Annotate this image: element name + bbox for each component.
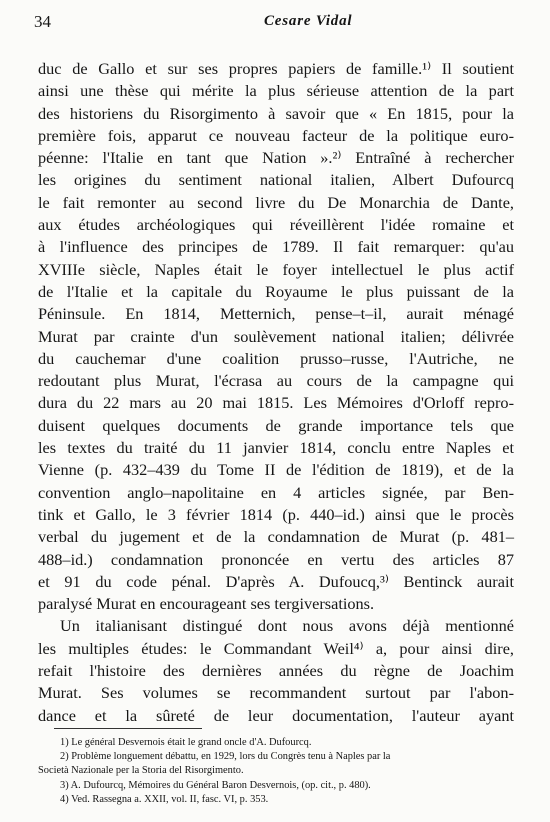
text-line: duisent quelques documents de grande importance tels que bbox=[38, 415, 514, 435]
text-line: paralysé Murat en encourageant ses tergiversations. bbox=[38, 594, 375, 614]
footnote: 1) Le général Desvernois était le grand oncle d'A. Dufourcq. bbox=[60, 737, 312, 748]
page-number: 34 bbox=[34, 12, 51, 31]
text-line: Murat. Ses volumes se recommandent surtout par l'abon- bbox=[38, 683, 514, 703]
text-line: Vienne (p. 432–439 du Tome II de l'édition de 1819), et de la bbox=[38, 460, 514, 480]
text-line: redoutant plus Murat, l'écrasa au cours de la campagne qui bbox=[38, 371, 514, 391]
text-line: les multiples études: le Commandant Weil⁴⁾ a, pour ainsi dire, bbox=[38, 638, 514, 658]
body-text bbox=[38, 58, 514, 727]
footnote-continuation: Società Nazionale per la Storia del Risorgimento. bbox=[38, 765, 244, 777]
text-line: dura du 22 mars au 20 mai 1815. Les Mémoires d'Orloff repro- bbox=[38, 393, 514, 413]
text-line: péenne: l'Italie en tant que Nation ».²⁾ Entraîné à rechercher bbox=[38, 148, 514, 168]
text-line: à l'influence des principes de 1789. Il fait remarquer: qu'au bbox=[38, 237, 514, 257]
footnote: 3) A. Dufourcq, Mémoires du Général Baron Desvernois, (op. cit., p. 480). bbox=[60, 779, 371, 791]
running-head bbox=[34, 10, 522, 36]
text-line: les origines du sentiment national italien, Albert Dufourcq bbox=[38, 170, 514, 190]
text-line: Un italianisant distingué dont nous avons déjà mentionné bbox=[60, 616, 514, 636]
text-line: tink et Gallo, le 3 février 1814 (p. 440–id.) ainsi que le procès bbox=[38, 504, 514, 524]
text-line: le fait remonter au second livre du De Monarchia de Dante, bbox=[38, 192, 514, 212]
text-line: ainsi une thèse qui mérite la plus sérieuse attention de la part bbox=[38, 81, 514, 101]
text-line: les textes du traité du 11 janvier 1814, conclu entre Naples et bbox=[38, 438, 514, 458]
text-line: aux études archéologiques qui réveillèrent l'idée romaine et bbox=[38, 215, 514, 235]
text-line: convention anglo–napolitaine en 4 articles signée, par Ben- bbox=[38, 482, 514, 502]
text-line: première fois, apparut ce nouveau facteur de la politique euro- bbox=[38, 125, 514, 145]
text-line: Murat par crainte d'un soulèvement national italien; délivrée bbox=[38, 326, 514, 346]
footnote-divider bbox=[54, 728, 202, 729]
text-line: 488–id.) condamnation prononcée en vertu des articles 87 bbox=[38, 549, 514, 569]
text-line: des historiens du Risorgimento à savoir que « En 1815, pour la bbox=[38, 103, 514, 123]
text-line: duc de Gallo et sur ses propres papiers de famille.¹⁾ Il soutient bbox=[38, 59, 514, 78]
footnote: 4) Ved. Rassegna a. XXII, vol. II, fasc. VI, p. 353. bbox=[60, 793, 269, 805]
text-line: dance et la sûreté de leur documentation, l'auteur ayant bbox=[38, 705, 514, 725]
footnote: 2) Problème longuement débattu, en 1929, lors du Congrès tenu à Naples par la bbox=[60, 751, 391, 763]
text-line: et 91 du code pénal. D'après A. Dufoucq,³⁾ Bentinck aurait bbox=[38, 571, 514, 591]
text-line: XVIIIe siècle, Naples était le foyer intellectuel le plus actif bbox=[38, 259, 514, 279]
running-title: Cesare Vidal bbox=[264, 13, 353, 29]
text-line: de l'Italie et la capitale du Royaume le plus puissant de la bbox=[38, 281, 514, 301]
text-line: verbal du jugement et de la condamnation de Murat (p. 481– bbox=[38, 527, 514, 547]
footnotes bbox=[38, 736, 514, 807]
text-line: du cauchemar d'une coalition prusso–russe, l'Autriche, ne bbox=[38, 348, 514, 368]
text-line: refait l'histoire des dernières années du règne de Joachim bbox=[38, 661, 514, 681]
text-line: Péninsule. En 1814, Metternich, pense–t–il, aurait ménagé bbox=[38, 304, 514, 324]
